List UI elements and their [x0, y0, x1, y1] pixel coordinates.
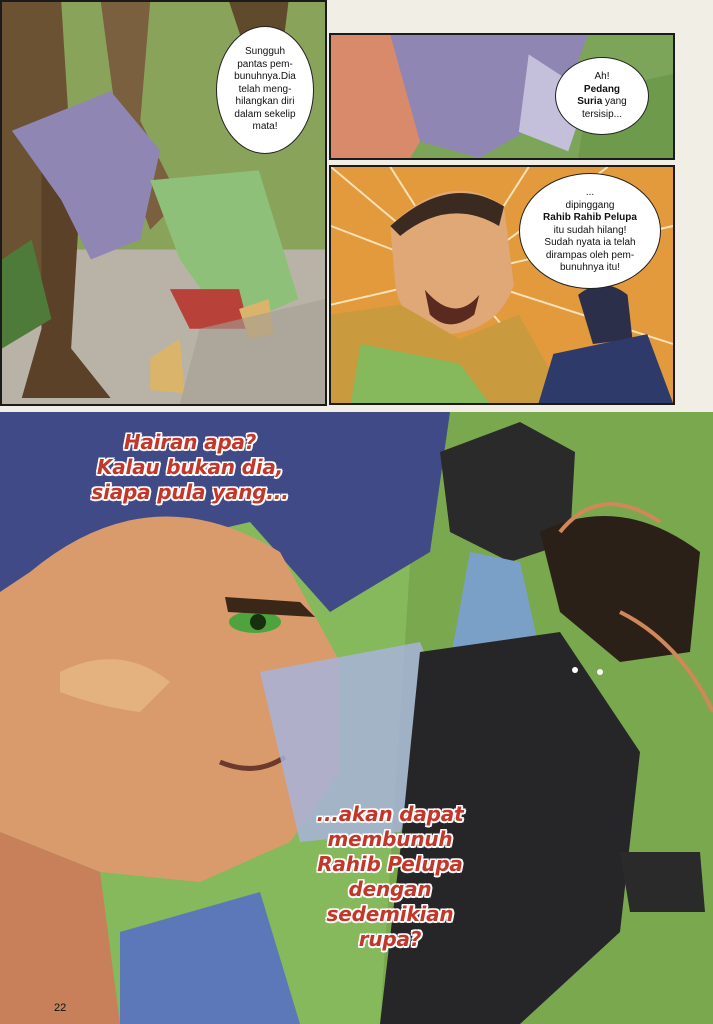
- bubble-line-bold: Rahib Rahib Pelupa: [543, 212, 637, 224]
- narration-caption-bottom: [290, 802, 490, 952]
- caption-line: rupa?: [358, 927, 422, 951]
- bubble-line: pantas pem-: [237, 58, 293, 70]
- bubble-line: Sungguh: [244, 46, 286, 58]
- bubble-line-bold: Pedang: [583, 83, 621, 95]
- caption-line: Hairan apa?: [123, 430, 257, 454]
- caption-line: Kalau bukan dia,: [96, 455, 284, 479]
- bubble-line: Sudah nyata ia telah: [544, 237, 636, 249]
- panel-3: [329, 165, 675, 405]
- bubble-line: hilangkan diri: [235, 96, 295, 108]
- caption-line: dengan: [348, 877, 432, 901]
- bubble-line: dalam sekelip: [234, 108, 296, 120]
- bubble-line: tersisip...: [581, 108, 622, 120]
- bubble-line: yang: [602, 96, 627, 107]
- speech-bubble-panel-3: [519, 173, 661, 289]
- panel-4: [0, 412, 713, 1024]
- caption-line: ...akan dapat: [316, 802, 464, 826]
- page-number: 22: [54, 1002, 67, 1014]
- bubble-line: dirampas oleh pem-: [545, 249, 635, 261]
- panel-2: [329, 33, 675, 160]
- bubble-line: ...: [585, 187, 595, 199]
- narration-caption-top: [60, 430, 320, 505]
- caption-line: sedemikian: [326, 902, 454, 926]
- caption-line: Rahib Pelupa: [317, 852, 463, 876]
- bubble-line: dipinggang: [565, 199, 615, 211]
- caption-line: membunuh: [327, 827, 453, 851]
- caption-line: siapa pula yang...: [91, 480, 289, 504]
- bubble-line: telah meng-: [238, 83, 292, 95]
- bubble-line-bold: Suria: [577, 96, 603, 107]
- bubble-line: itu sudah hilang!: [553, 224, 627, 236]
- speech-bubble-panel-1: [216, 26, 314, 154]
- bubble-line: mata!: [252, 121, 278, 133]
- bubble-line: bunuhnya itu!: [559, 262, 621, 274]
- bubble-line: bunuhnya.Dia: [234, 71, 296, 83]
- bubble-line: Ah!: [594, 71, 610, 82]
- panel-1: [0, 0, 327, 406]
- speech-bubble-panel-2: [555, 57, 649, 135]
